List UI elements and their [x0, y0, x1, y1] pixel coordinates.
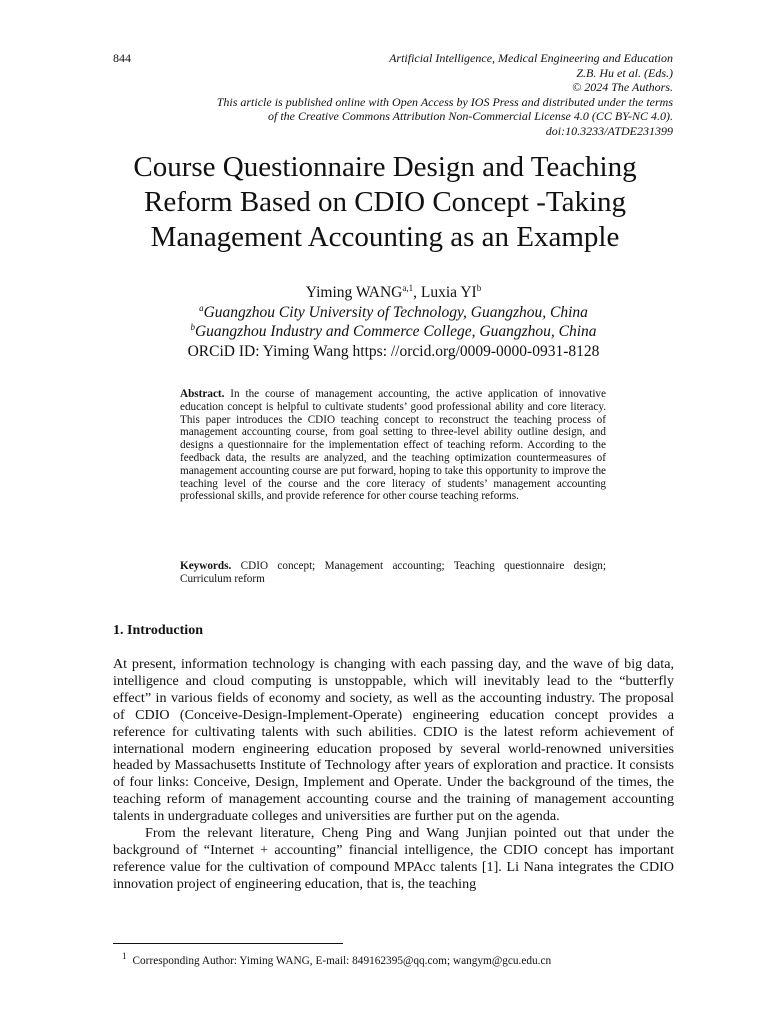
copyright-line: © 2024 The Authors. — [572, 80, 673, 95]
affiliation-a-marker: a — [199, 302, 204, 313]
author-2: Luxia YI — [420, 284, 477, 301]
footnote — [122, 951, 552, 967]
author-1: Yiming WANG — [305, 284, 403, 301]
introduction-body — [113, 656, 674, 893]
introduction-paragraph-1: At present, information technology is changing with each passing day, and the wave of big data, intelligence and cloud computing is unstoppable, which will inevitably lead to the “butterfly effect” in various fields of economy and society, as well as the accounting industry. The proposal of CDIO (Conceive-Design-Implement-Operate) engineering education concept provides a reference for cultivating talents with such abilities. CDIO is the latest reform achievement of international modern engineering education proposed by several world-renowned universities headed by Massachusetts Institute of Technology after years of exploration and practice. It consists of four links: Conceive, Design, Implement and Operate. Under the background of the times, the teaching reform of management accounting course and the training of management accounting talents in undergraduate colleges and universities are further put on the agenda. — [113, 656, 674, 825]
author-block — [113, 283, 674, 361]
doi-line: doi:10.3233/ATDE231399 — [545, 123, 673, 138]
abstract-text: In the course of management accounting, the active application of innovative education concept is helpful to cultivate students’ good professional ability and core literacy. This paper introduces the CDIO teaching concept to reconstruct the teaching process of management accounting course, from goal setting to three-level ability outline design, and designs a questionnaire for the implementation effect of teaching reform. According to the feedback data, the results are analyzed, and the teaching optimization countermeasures of management accounting course are put forward, hoping to take this opportunity to improve the teaching level of the course and the core literacy of students’ management accounting professional skills, and provide reference for other course teaching reforms. — [180, 388, 606, 503]
author-names — [113, 283, 674, 303]
footnote-divider — [113, 943, 343, 944]
footnote-text: Corresponding Author: Yiming WANG, E-mail: 849162395@qq.com; wangym@gcu.edu.cn — [132, 955, 552, 967]
keywords-label: Keywords. — [180, 560, 232, 572]
license-line-2: of the Creative Commons Attribution Non-Commercial License 4.0 (CC BY-NC 4.0). — [268, 109, 673, 124]
abstract — [180, 388, 606, 503]
affiliation-b-text: Guangzhou Industry and Commerce College, Guangzhou, China — [194, 323, 597, 340]
license-line-1: This article is published online with Open Access by IOS Press and distributed under the terms — [216, 94, 673, 109]
affiliation-a — [113, 303, 674, 323]
affiliation-b-marker: b — [190, 321, 195, 332]
orcid-line: ORCiD ID: Yiming Wang https: //orcid.org/0009-0000-0931-8128 — [187, 342, 600, 360]
abstract-label: Abstract. — [180, 388, 225, 400]
author-separator: , — [413, 284, 421, 301]
title-line-1: Course Questionnaire Design and Teaching — [133, 151, 637, 183]
author-1-affiliation-marker: a,1 — [402, 282, 414, 293]
title-line-2: Reform Based on CDIO Concept -Taking — [143, 186, 626, 218]
affiliation-b — [113, 322, 674, 342]
editors-line: Z.B. Hu et al. (Eds.) — [576, 65, 673, 80]
introduction-paragraph-2: From the relevant literature, Cheng Ping and Wang Junjian pointed out that under the background of “Internet + accounting” financial intelligence, the CDIO concept has important reference value for the cultivation of compound MPAcc talents [1]. Li Nana integrates the CDIO innovation project of engineering education, that is, the teaching — [113, 825, 674, 892]
author-2-affiliation-marker: b — [476, 282, 482, 293]
title-line-3: Management Accounting as an Example — [150, 221, 620, 253]
keywords-text: CDIO concept; Management accounting; Teaching questionnaire design; Curriculum reform — [180, 560, 607, 585]
publication-header — [217, 51, 673, 139]
section-heading-introduction: 1. Introduction — [113, 623, 203, 638]
footnote-marker: 1 — [122, 951, 127, 962]
affiliation-a-text: Guangzhou City University of Technology, Guangzhou, China — [203, 303, 588, 321]
journal-title: Artificial Intelligence, Medical Engineering and Education — [389, 51, 673, 65]
page-number: 844 — [113, 51, 131, 65]
keywords — [180, 560, 606, 586]
paper-title — [100, 150, 670, 255]
